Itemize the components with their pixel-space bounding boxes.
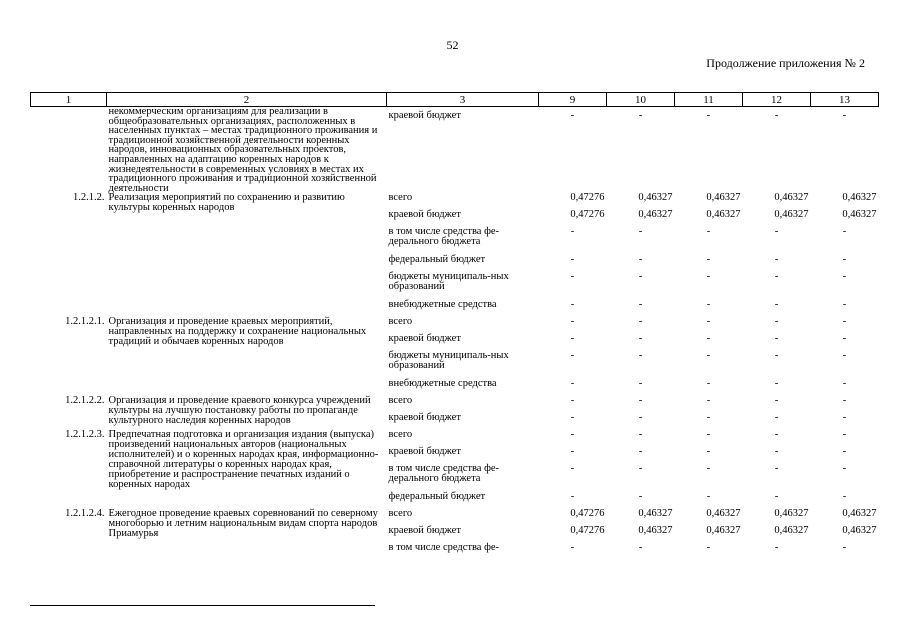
source-cell: всего [388, 316, 413, 328]
source-cell: всего [388, 429, 413, 441]
value-cell-13: - [842, 463, 847, 475]
code-cell: 1.2.1.2.4. [65, 508, 105, 520]
value-cell-12: - [774, 378, 779, 390]
value-cell-13: - [842, 542, 847, 554]
value-cell-9: - [570, 333, 575, 345]
value-cell-9: - [570, 271, 575, 283]
table-row [31, 107, 879, 194]
value-cell-10: - [638, 226, 643, 238]
value-cell-11: - [706, 429, 711, 441]
value-cell-10: - [638, 350, 643, 362]
value-cell-11: 0,46327 [706, 525, 741, 537]
description-cell: Организация и проведение краевых мероприятий, направленных на поддержку и сохранение национальных традиций и обычаев коренных народов [108, 316, 367, 348]
value-cell-11: - [706, 378, 711, 390]
value-cell-10: - [638, 254, 643, 266]
value-cell-10: - [638, 316, 643, 328]
value-cell-13: - [842, 378, 847, 390]
source-cell: краевой бюджет [388, 110, 461, 121]
value-cell-12: - [774, 463, 779, 475]
footer-rule [30, 605, 375, 606]
value-cell-13: 0,46327 [842, 209, 877, 221]
value-cell-12: - [774, 542, 779, 554]
code-cell: 1.2.1.2.3. [65, 429, 105, 441]
value-cell-9: - [570, 226, 575, 238]
source-cell: краевой бюджет [388, 446, 461, 458]
source-cell: всего [388, 508, 413, 520]
value-cell-9: - [570, 463, 575, 475]
value-cell-9: - [570, 446, 575, 458]
value-cell-11: - [706, 491, 711, 503]
value-cell-10: - [638, 429, 643, 441]
value-cell-10: - [638, 271, 643, 283]
value-cell-11: - [706, 299, 711, 311]
source-cell: в том числе средства фе-дерального бюджета [388, 463, 500, 485]
code-cell: 1.2.1.2. [73, 192, 105, 204]
value-cell-13: - [842, 271, 847, 283]
value-cell-10: 0,46327 [638, 508, 673, 520]
value-cell-10: 0,46327 [638, 525, 673, 537]
table-row [31, 430, 879, 447]
value-cell-12: - [774, 226, 779, 238]
description-cell: Предпечатная подготовка и организация издания (выпуска) произведений национальных авторов (национальных исполнителей) и о коренных народах края, информационно-справочной литературы о коренных народах края, приобретение и распространение печатных изданий о коренных народах [108, 429, 379, 491]
value-cell-10: - [638, 378, 643, 390]
value-cell-12: - [774, 299, 779, 311]
header-col-3: 3 [387, 93, 539, 107]
value-cell-11: - [706, 316, 711, 328]
value-cell-11: 0,46327 [706, 508, 741, 520]
value-cell-11: - [706, 463, 711, 475]
value-cell-12: - [774, 412, 779, 424]
value-cell-12: 0,46327 [774, 508, 809, 520]
value-cell-10: - [638, 110, 643, 121]
value-cell-11: - [706, 542, 711, 554]
value-cell-9: - [570, 491, 575, 503]
appendix-table [30, 92, 879, 571]
source-cell: краевой бюджет [388, 525, 461, 537]
value-cell-10: - [638, 446, 643, 458]
value-cell-11: - [706, 226, 711, 238]
value-cell-9: 0,47276 [570, 209, 605, 221]
value-cell-13: - [842, 350, 847, 362]
table-row [31, 193, 879, 210]
source-cell: внебюджетные средства [388, 378, 497, 390]
table-row [31, 317, 879, 334]
value-cell-9: - [570, 542, 575, 554]
value-cell-9: - [570, 110, 575, 121]
header-col-1: 1 [31, 93, 107, 107]
description-cell: Реализация мероприятий по сохранению и развитию культуры коренных народов [108, 192, 345, 214]
value-cell-13: - [842, 299, 847, 311]
value-cell-10: 0,46327 [638, 192, 673, 204]
source-cell: краевой бюджет [388, 412, 461, 424]
header-col-9: 9 [539, 93, 607, 107]
description-cell: Организация и проведение краевого конкурса учреждений культуры на лучшую постановку работы по пропаганде культурного наследия коренных народов [108, 395, 371, 427]
value-cell-10: 0,46327 [638, 209, 673, 221]
source-cell: краевой бюджет [388, 209, 461, 221]
value-cell-10: - [638, 412, 643, 424]
source-cell: в том числе средства фе-дерального бюджета [388, 226, 500, 248]
value-cell-13: 0,46327 [842, 192, 877, 204]
value-cell-13: - [842, 395, 847, 407]
value-cell-12: - [774, 350, 779, 362]
source-cell: бюджеты муниципаль-ных образований [388, 350, 509, 372]
value-cell-12: 0,46327 [774, 209, 809, 221]
value-cell-11: - [706, 254, 711, 266]
value-cell-10: - [638, 333, 643, 345]
value-cell-12: - [774, 110, 779, 121]
value-cell-9: - [570, 429, 575, 441]
source-cell: бюджеты муниципаль-ных образований [388, 271, 509, 293]
description-cell: Ежегодное проведение краевых соревнований по северному многоборью и летним национальным видам спорта народов Приамурья [108, 508, 378, 540]
source-cell: федеральный бюджет [388, 254, 486, 266]
value-cell-11: - [706, 350, 711, 362]
value-cell-9: - [570, 254, 575, 266]
value-cell-9: 0,47276 [570, 525, 605, 537]
table-row [31, 396, 879, 413]
value-cell-12: - [774, 333, 779, 345]
value-cell-10: - [638, 542, 643, 554]
value-cell-13: - [842, 110, 847, 121]
value-cell-12: - [774, 395, 779, 407]
value-cell-11: - [706, 395, 711, 407]
value-cell-9: - [570, 395, 575, 407]
header-row [31, 93, 879, 107]
value-cell-12: 0,46327 [774, 525, 809, 537]
value-cell-9: 0,47276 [570, 192, 605, 204]
value-cell-13: - [842, 333, 847, 345]
value-cell-9: - [570, 316, 575, 328]
value-cell-11: - [706, 271, 711, 283]
value-cell-10: - [638, 395, 643, 407]
value-cell-9: - [570, 299, 575, 311]
value-cell-11: - [706, 333, 711, 345]
code-cell: 1.2.1.2.1. [65, 316, 105, 328]
code-cell [31, 107, 107, 194]
value-cell-13: - [842, 254, 847, 266]
value-cell-12: 0,46327 [774, 192, 809, 204]
source-cell: краевой бюджет [388, 333, 461, 345]
value-cell-11: - [706, 110, 711, 121]
header-col-11: 11 [675, 93, 743, 107]
value-cell-13: - [842, 226, 847, 238]
value-cell-12: - [774, 491, 779, 503]
value-cell-12: - [774, 316, 779, 328]
value-cell-13: - [842, 491, 847, 503]
header-col-13: 13 [811, 93, 879, 107]
source-cell: внебюджетные средства [388, 299, 497, 311]
header-col-12: 12 [743, 93, 811, 107]
value-cell-12: - [774, 271, 779, 283]
value-cell-11: 0,46327 [706, 192, 741, 204]
value-cell-11: - [706, 446, 711, 458]
page-number: 52 [446, 38, 459, 52]
value-cell-9: - [570, 412, 575, 424]
value-cell-11: 0,46327 [706, 209, 741, 221]
value-cell-10: - [638, 491, 643, 503]
source-cell: в том числе средства фе- [388, 542, 500, 554]
value-cell-11: - [706, 412, 711, 424]
value-cell-13: - [842, 446, 847, 458]
value-cell-9: - [570, 378, 575, 390]
description-cell: некоммерческим организациям для реализации в общеобразовательных организациях, расположенных в населенных пунктах – местах традиционного проживания и традиционной хозяйственной деятельности коренных народов, инновационных образовательных проектов, направленных на адаптацию коренных народов к жизнедеятельности в современных условиях в местах их традиционного проживания и традиционной хозяйственной деятельности [108, 106, 378, 194]
value-cell-12: - [774, 429, 779, 441]
header-col-2: 2 [107, 93, 387, 107]
source-cell: федеральный бюджет [388, 491, 486, 503]
table-row [31, 509, 879, 526]
value-cell-9: 0,47276 [570, 508, 605, 520]
value-cell-13: - [842, 316, 847, 328]
value-cell-13: - [842, 412, 847, 424]
value-cell-13: 0,46327 [842, 525, 877, 537]
value-cell-10: - [638, 463, 643, 475]
value-cell-9: - [570, 350, 575, 362]
value-cell-10: - [638, 299, 643, 311]
value-cell-12: - [774, 446, 779, 458]
code-cell: 1.2.1.2.2. [65, 395, 105, 407]
value-cell-13: - [842, 429, 847, 441]
source-cell: всего [388, 395, 413, 407]
table-body [31, 107, 879, 572]
header-col-10: 10 [607, 93, 675, 107]
continuation-label: Продолжение приложения № 2 [706, 56, 865, 70]
value-cell-12: - [774, 254, 779, 266]
value-cell-13: 0,46327 [842, 508, 877, 520]
source-cell: всего [388, 192, 413, 204]
